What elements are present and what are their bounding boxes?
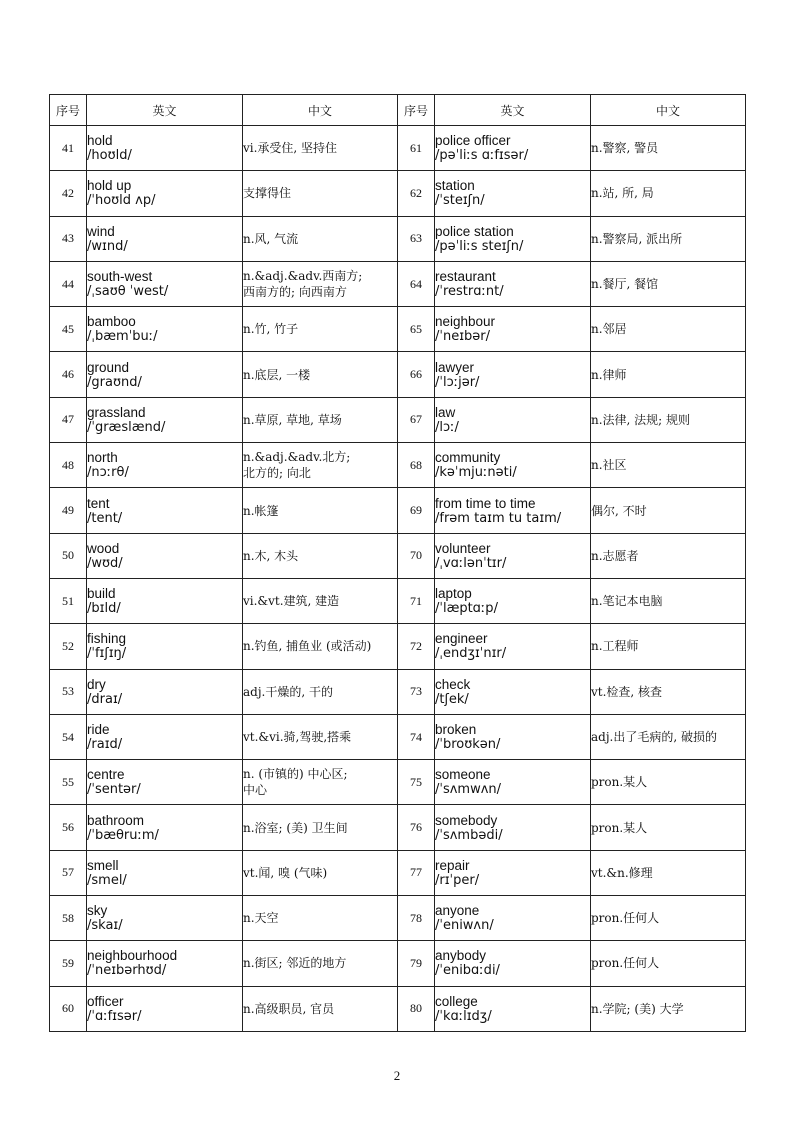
chinese-definition: n.高级职员, 官员	[243, 1001, 335, 1016]
chinese-definition: n.竹, 竹子	[243, 322, 299, 337]
entry-english	[87, 488, 243, 533]
table-row	[50, 533, 746, 578]
entry-english	[435, 805, 591, 850]
chinese-definition: pron.任何人	[591, 956, 660, 971]
entry-number: 79	[398, 941, 435, 986]
entry-english	[435, 171, 591, 216]
entry-chinese	[591, 760, 746, 805]
english-word: anybody	[435, 948, 487, 964]
chinese-definition: n.学院; (美) 大学	[591, 1001, 684, 1016]
entry-english	[87, 307, 243, 352]
entry-chinese	[591, 307, 746, 352]
english-word: bathroom	[87, 812, 145, 828]
entry-english	[87, 261, 243, 306]
entry-number: 73	[398, 669, 435, 714]
entry-number: 63	[398, 216, 435, 261]
chinese-definition: n.天空	[243, 911, 279, 926]
chinese-definition: n.钓鱼, 捕鱼业 (或活动)	[243, 639, 372, 654]
chinese-definition: n.浴室; (美) 卫生间	[243, 820, 348, 835]
chinese-definition: adj.出了毛病的, 破损的	[591, 730, 718, 744]
table-row	[50, 850, 746, 895]
entry-chinese	[243, 805, 398, 850]
entry-number: 44	[50, 261, 87, 306]
english-word: someone	[435, 767, 491, 783]
entry-chinese	[591, 624, 746, 669]
table-row	[50, 443, 746, 488]
entry-number: 71	[398, 578, 435, 623]
header-english-right: 英文	[435, 95, 591, 126]
entry-number: 51	[50, 578, 87, 623]
entry-chinese	[591, 171, 746, 216]
entry-english	[435, 352, 591, 397]
entry-number: 54	[50, 714, 87, 759]
chinese-definition: n.&adj.&adv.北方; 北方的; 向北	[243, 450, 351, 481]
phonetic-transcription: /ˈbæθruːm/	[87, 827, 159, 843]
header-number-right: 序号	[398, 95, 435, 126]
table-row	[50, 352, 746, 397]
table-row	[50, 397, 746, 442]
entry-number: 68	[398, 443, 435, 488]
phonetic-transcription: /wʊd/	[87, 555, 123, 571]
table-row	[50, 669, 746, 714]
entry-english	[87, 669, 243, 714]
entry-number: 69	[398, 488, 435, 533]
entry-english	[435, 669, 591, 714]
entry-number: 80	[398, 986, 435, 1031]
english-word: college	[435, 993, 478, 1009]
entry-chinese	[591, 216, 746, 261]
entry-english	[435, 760, 591, 805]
entry-number: 56	[50, 805, 87, 850]
entry-chinese	[243, 760, 398, 805]
table-row	[50, 488, 746, 533]
chinese-definition: n.草原, 草地, 草场	[243, 412, 342, 427]
phonetic-transcription: /ˈneɪbərhʊd/	[87, 963, 167, 979]
english-word: broken	[435, 722, 477, 737]
english-word: law	[435, 404, 456, 420]
entry-chinese	[591, 669, 746, 714]
entry-chinese	[243, 443, 398, 488]
phonetic-transcription: /ˈlɔːjər/	[435, 374, 480, 390]
phonetic-transcription: /ˌbæmˈbuː/	[87, 329, 158, 345]
entry-chinese	[591, 352, 746, 397]
entry-english	[435, 714, 591, 759]
header-english-left: 英文	[87, 95, 243, 126]
entry-chinese	[243, 171, 398, 216]
entry-english	[435, 443, 591, 488]
entry-number: 55	[50, 760, 87, 805]
entry-number: 70	[398, 533, 435, 578]
chinese-definition: n.风, 气流	[243, 231, 299, 246]
chinese-definition: vi.承受住, 坚持住	[243, 141, 338, 156]
english-word: ride	[87, 722, 110, 737]
english-word: north	[87, 450, 118, 466]
english-word: police officer	[435, 133, 511, 149]
table-row	[50, 805, 746, 850]
phonetic-transcription: /ˈeniwʌn/	[435, 918, 494, 934]
english-word: wind	[87, 223, 115, 239]
chinese-definition: n.底层, 一楼	[243, 367, 311, 382]
chinese-definition: n.工程师	[591, 639, 639, 654]
entry-chinese	[243, 307, 398, 352]
entry-chinese	[243, 986, 398, 1031]
entry-chinese	[591, 533, 746, 578]
entry-english	[435, 488, 591, 533]
english-word: hold up	[87, 178, 132, 194]
table-row	[50, 760, 746, 805]
chinese-definition: 支撑得住	[243, 186, 292, 201]
entry-chinese	[243, 261, 398, 306]
entry-number: 45	[50, 307, 87, 352]
chinese-definition: pron.某人	[591, 775, 648, 790]
page-number: 2	[393, 1068, 401, 1083]
english-word: restaurant	[435, 269, 496, 285]
chinese-definition: n.志愿者	[591, 548, 639, 563]
chinese-definition: vt.&n.修理	[591, 865, 653, 880]
chinese-definition: vt.闻, 嗅 (气味)	[243, 865, 328, 880]
entry-number: 59	[50, 941, 87, 986]
phonetic-transcription: /tʃek/	[435, 691, 469, 707]
phonetic-transcription: /ˈbroʊkən/	[435, 737, 501, 752]
entry-chinese	[243, 578, 398, 623]
phonetic-transcription: /wɪnd/	[87, 238, 128, 254]
entry-number: 50	[50, 533, 87, 578]
entry-number: 64	[398, 261, 435, 306]
english-word: sky	[87, 903, 108, 919]
chinese-definition: pron.某人	[591, 820, 648, 835]
entry-chinese	[243, 896, 398, 941]
entry-chinese	[591, 488, 746, 533]
table-row	[50, 171, 746, 216]
phonetic-transcription: /ˈgræslænd/	[87, 419, 166, 435]
entry-english	[435, 533, 591, 578]
entry-number: 41	[50, 126, 87, 171]
phonetic-transcription: /frəm taɪm tu taɪm/	[435, 510, 562, 526]
header-chinese-right: 中文	[591, 95, 746, 126]
chinese-definition: n.帐篷	[243, 503, 279, 518]
entry-chinese	[243, 397, 398, 442]
english-word: officer	[87, 993, 124, 1009]
english-word: fishing	[87, 631, 127, 647]
entry-chinese	[591, 941, 746, 986]
english-word: build	[87, 586, 116, 602]
entry-number: 52	[50, 624, 87, 669]
entry-chinese	[591, 397, 746, 442]
entry-english	[87, 578, 243, 623]
entry-english	[435, 216, 591, 261]
table-row	[50, 624, 746, 669]
vocabulary-table	[49, 94, 746, 1032]
entry-english	[87, 443, 243, 488]
entry-number: 74	[398, 714, 435, 759]
entry-english	[87, 352, 243, 397]
entry-chinese	[243, 850, 398, 895]
chinese-definition: adj.干燥的, 干的	[243, 684, 334, 699]
english-word: centre	[87, 767, 125, 783]
chinese-definition: n.社区	[591, 458, 627, 473]
entry-number: 47	[50, 397, 87, 442]
entry-number: 61	[398, 126, 435, 171]
entry-english	[435, 941, 591, 986]
entry-english	[435, 896, 591, 941]
english-word: somebody	[435, 812, 498, 828]
english-word: wood	[87, 540, 120, 556]
entry-number: 72	[398, 624, 435, 669]
entry-chinese	[243, 714, 398, 759]
phonetic-transcription: /ˈsʌmbədi/	[435, 827, 503, 843]
entry-number: 43	[50, 216, 87, 261]
entry-number: 76	[398, 805, 435, 850]
table-row	[50, 578, 746, 623]
english-word: south-west	[87, 269, 153, 285]
phonetic-transcription: /kəˈmjuːnəti/	[435, 465, 517, 481]
phonetic-transcription: /pəˈliːs ɑːfɪsər/	[435, 148, 529, 164]
english-word: engineer	[435, 631, 488, 647]
phonetic-transcription: /bɪld/	[87, 601, 121, 617]
chinese-definition: n.律师	[591, 367, 627, 382]
entry-chinese	[243, 669, 398, 714]
phonetic-transcription: /hoʊld/	[87, 148, 132, 164]
entry-chinese	[591, 261, 746, 306]
chinese-definition: pron.任何人	[591, 911, 660, 926]
phonetic-transcription: /skaɪ/	[87, 918, 123, 934]
phonetic-transcription: /graʊnd/	[87, 374, 142, 390]
phonetic-transcription: /ˈenibɑːdi/	[435, 963, 500, 979]
english-word: station	[435, 178, 475, 194]
english-word: check	[435, 676, 471, 692]
table-row	[50, 714, 746, 759]
phonetic-transcription: /ˈfɪʃɪŋ/	[87, 646, 127, 662]
entry-chinese	[591, 443, 746, 488]
chinese-definition: n.街区; 邻近的地方	[243, 956, 347, 971]
phonetic-transcription: /ˌendʒɪˈnɪr/	[435, 646, 507, 662]
entry-english	[87, 216, 243, 261]
entry-chinese	[243, 941, 398, 986]
entry-chinese	[243, 126, 398, 171]
table-row	[50, 941, 746, 986]
phonetic-transcription: /ˈsentər/	[87, 782, 141, 798]
entry-english	[87, 760, 243, 805]
entry-english	[87, 126, 243, 171]
entry-number: 42	[50, 171, 87, 216]
header-number-left: 序号	[50, 95, 87, 126]
entry-english	[87, 986, 243, 1031]
entry-english	[435, 307, 591, 352]
english-word: smell	[87, 857, 119, 873]
phonetic-transcription: /tent/	[87, 510, 123, 526]
chinese-definition: n.木, 木头	[243, 548, 299, 563]
chinese-definition: vt.&vi.骑,驾驶,搭乘	[243, 730, 352, 744]
entry-chinese	[591, 126, 746, 171]
table-row	[50, 216, 746, 261]
entry-chinese	[591, 805, 746, 850]
english-word: from time to time	[435, 495, 536, 511]
phonetic-transcription: /ˈlæptɑːp/	[435, 601, 498, 617]
entry-chinese	[591, 896, 746, 941]
entry-chinese	[591, 850, 746, 895]
entry-number: 75	[398, 760, 435, 805]
phonetic-transcription: /ˈhoʊld ʌp/	[87, 193, 156, 209]
entry-chinese	[591, 986, 746, 1031]
table-row	[50, 261, 746, 306]
table-row	[50, 126, 746, 171]
english-word: tent	[87, 495, 110, 511]
entry-number: 57	[50, 850, 87, 895]
entry-chinese	[243, 624, 398, 669]
entry-english	[435, 624, 591, 669]
chinese-definition: n.邻居	[591, 322, 627, 337]
entry-number: 46	[50, 352, 87, 397]
entry-number: 60	[50, 986, 87, 1031]
chinese-definition: n.警察局, 派出所	[591, 231, 683, 246]
entry-english	[87, 805, 243, 850]
english-word: laptop	[435, 586, 472, 602]
entry-chinese	[243, 488, 398, 533]
entry-chinese	[243, 533, 398, 578]
entry-english	[87, 533, 243, 578]
entry-english	[435, 126, 591, 171]
phonetic-transcription: /smel/	[87, 872, 127, 888]
chinese-definition: vt.检查, 核查	[591, 684, 663, 699]
english-word: neighbour	[435, 314, 496, 330]
english-word: police station	[435, 223, 514, 239]
phonetic-transcription: /lɔː/	[435, 419, 459, 435]
english-word: hold	[87, 133, 113, 149]
entry-number: 77	[398, 850, 435, 895]
english-word: grassland	[87, 404, 146, 420]
table-row	[50, 307, 746, 352]
chinese-definition: n.站, 所, 局	[591, 186, 654, 201]
entry-number: 53	[50, 669, 87, 714]
chinese-definition: n.笔记本电脑	[591, 594, 663, 609]
phonetic-transcription: /ˈɑːfɪsər/	[87, 1008, 142, 1024]
english-word: community	[435, 450, 501, 466]
phonetic-transcription: /nɔːrθ/	[87, 465, 129, 481]
phonetic-transcription: /ˈkɑːlɪdʒ/	[435, 1008, 492, 1024]
chinese-definition: n. (市镇的) 中心区; 中心	[243, 767, 348, 798]
phonetic-transcription: /ˈneɪbər/	[435, 329, 490, 345]
phonetic-transcription: /raɪd/	[87, 737, 123, 752]
entry-english	[435, 397, 591, 442]
entry-english	[435, 261, 591, 306]
english-word: repair	[435, 857, 470, 873]
entry-english	[87, 941, 243, 986]
table-header-row	[50, 95, 746, 126]
entry-chinese	[243, 216, 398, 261]
entry-number: 62	[398, 171, 435, 216]
chinese-definition: n.餐厅, 餐馆	[591, 277, 659, 292]
phonetic-transcription: /ˈsʌmwʌn/	[435, 782, 502, 798]
english-word: neighbourhood	[87, 948, 178, 964]
phonetic-transcription: /ˌvɑːlənˈtɪr/	[435, 555, 507, 571]
english-word: bamboo	[87, 314, 136, 330]
chinese-definition: n.法律, 法规; 规则	[591, 412, 691, 427]
english-word: dry	[87, 676, 106, 692]
chinese-definition: vi.&vt.建筑, 建造	[243, 594, 340, 609]
entry-number: 58	[50, 896, 87, 941]
entry-number: 48	[50, 443, 87, 488]
entry-chinese	[243, 352, 398, 397]
phonetic-transcription: /draɪ/	[87, 691, 123, 707]
table-body	[50, 126, 746, 1032]
chinese-definition: n.&adj.&adv.西南方; 西南方的; 向西南方	[243, 269, 363, 300]
entry-number: 65	[398, 307, 435, 352]
entry-english	[87, 896, 243, 941]
entry-english	[435, 850, 591, 895]
phonetic-transcription: /ˈsteɪʃn/	[435, 193, 485, 209]
entry-english	[435, 986, 591, 1031]
phonetic-transcription: /pəˈliːs steɪʃn/	[435, 238, 524, 254]
entry-chinese	[591, 578, 746, 623]
entry-number: 49	[50, 488, 87, 533]
english-word: ground	[87, 359, 130, 375]
phonetic-transcription: /ˌsaʊθ ˈwest/	[87, 284, 169, 300]
phonetic-transcription: /ˈrestrɑːnt/	[435, 284, 504, 300]
entry-english	[87, 850, 243, 895]
chinese-definition: 偶尔, 不时	[591, 503, 647, 518]
entry-number: 78	[398, 896, 435, 941]
entry-english	[87, 171, 243, 216]
english-word: lawyer	[435, 359, 475, 375]
table-row	[50, 986, 746, 1031]
entry-english	[87, 624, 243, 669]
table-row	[50, 896, 746, 941]
chinese-definition: n.警察, 警员	[591, 141, 659, 156]
header-chinese-left: 中文	[243, 95, 398, 126]
english-word: volunteer	[435, 540, 491, 556]
phonetic-transcription: /rɪˈper/	[435, 872, 480, 888]
entry-number: 66	[398, 352, 435, 397]
entry-chinese	[591, 714, 746, 759]
entry-number: 67	[398, 397, 435, 442]
entry-english	[435, 578, 591, 623]
english-word: anyone	[435, 903, 480, 919]
entry-english	[87, 397, 243, 442]
entry-english	[87, 714, 243, 759]
